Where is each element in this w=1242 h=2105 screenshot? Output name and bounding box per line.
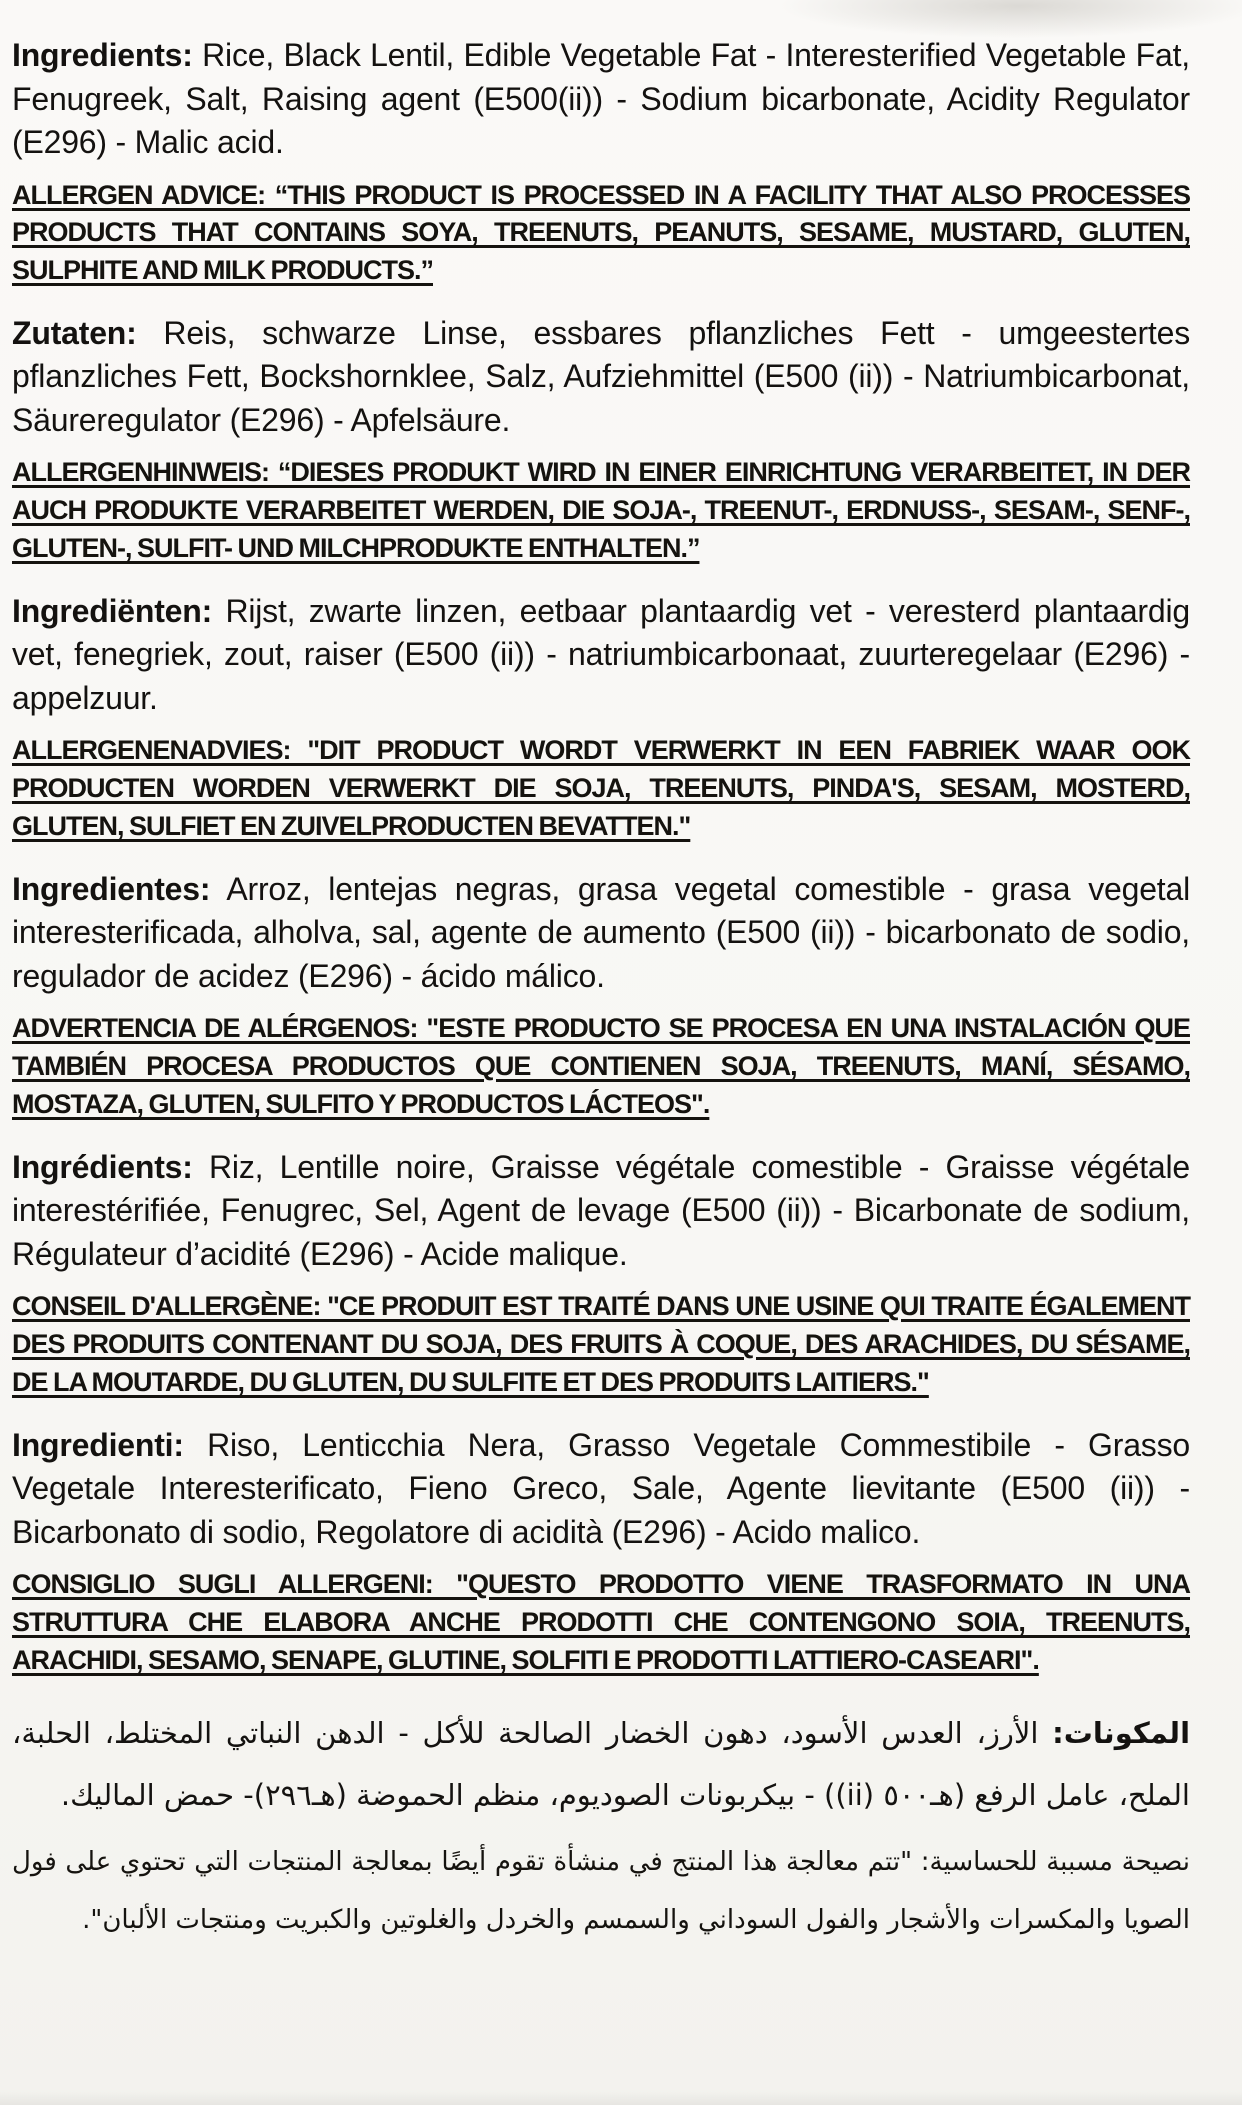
ingredients-paragraph [12,868,1190,999]
ingredients-text: Riso, Lenticchia Nera, Grasso Vegetale Commestibile - Grasso Vegetale Interesterificato, Fieno Greco, Sale, Agente lievitante (E500 (ii)) - Bicarbonato di sodio, Regolatore di acidità (E296) - Acido malico. [12,1426,1190,1550]
ingredients-paragraph [12,590,1190,721]
ingredients-heading: Ingredienti: [12,1426,184,1463]
ingredients-paragraph [12,1424,1190,1555]
section-arabic [12,1702,1190,1949]
ingredients-paragraph [12,34,1190,165]
ingredients-text: Arroz, lentejas negras, grasa vegetal comestible - grasa vegetal interesterificada, alholva, sal, agente de aumento (E500 (ii)) - bicarbonato de sodio, regulador de acidez (E296) - ácido málico. [12,870,1190,994]
allergen-advice: CONSEIL D'ALLERGÈNE: "CE PRODUIT EST TRAITÉ DANS UNE USINE QUI TRAITE ÉGALEMENT DES PRODUITS CONTENANT DU SOJA, DES FRUITS À COQUE, DES ARACHIDES, DU SÉSAME, DE LA MOUTARDE, DU GLUTEN, DU SULFITE ET DES PRODUITS LAITIERS." [12,1291,1190,1397]
ingredients-heading: Ingrediënten: [12,592,213,629]
ingredients-text: Rijst, zwarte linzen, eetbaar plantaardig vet - veresterd plantaardig vet, fenegriek, zout, raiser (E500 (ii)) - natriumbicarbonaat, zuurteregelaar (E296) - appelzuur. [12,592,1190,716]
ingredients-heading: Zutaten: [12,314,137,351]
allergen-advice: ALLERGEN ADVICE: “THIS PRODUCT IS PROCESSED IN A FACILITY THAT ALSO PROCESSES PRODUCTS THAT CONTAINS SOYA, TREENUTS, PEANUTS, SESAME, MUSTARD, GLUTEN, SULPHITE AND MILK PRODUCTS.” [12,179,1190,286]
ingredients-paragraph [12,1146,1190,1277]
ingredients-text: Riz, Lentille noire, Graisse végétale comestible - Graisse végétale interestérifiée, Fenugrec, Sel, Agent de levage (E500 (ii)) - Bicarbonate de sodium, Régulateur d’acidité (E296) - Acide malique. [12,1148,1190,1272]
ingredients-heading: Ingredients: [12,37,193,73]
ingredients-paragraph [12,1702,1190,1827]
ingredients-text: Rice, Black Lentil, Edible Vegetable Fat - Interesterified Vegetable Fat, Fenugreek, Salt, Raising agent (E500(ii)) - Sodium bicarbonate, Acidity Regulator (E296) - Malic acid. [12,37,1190,161]
allergen-advice: ALLERGENHINWEIS: “DIESES PRODUKT WIRD IN EINER EINRICHTUNG VERARBEITET, IN DER AUCH PRODUKTE VERARBEITET WERDEN, DIE SOJA-, TREENUT-, ERDNUSS-, SESAM-, SENF-, GLUTEN-, SULFIT- UND MILCHPRODUKTE ENTHALTEN.” [12,457,1190,564]
section-english [12,34,1190,290]
ingredients-heading: المكونات: [1052,1715,1191,1750]
section-italian [12,1424,1190,1680]
ingredients-paragraph [12,312,1190,443]
section-spanish [12,868,1190,1124]
section-dutch [12,590,1190,846]
allergen-advice: ALLERGENENADVIES: "DIT PRODUCT WORDT VERWERKT IN EEN FABRIEK WAAR OOK PRODUCTEN WORDEN VERWERKT DIE SOJA, TREENUTS, PINDA'S, SESAM, MOSTERD, GLUTEN, SULFIET EN ZUIVELPRODUCTEN BEVATTEN." [12,735,1190,842]
ingredients-text: Reis, schwarze Linse, essbares pflanzliches Fett - umgeestertes pflanzliches Fett, Bockshornklee, Salz, Aufziehmittel (E500 (ii)) - Natriumbicarbonat, Säureregulator (E296) - Apfelsäure. [12,314,1190,438]
ingredients-heading: Ingrédients: [12,1148,193,1185]
ingredients-heading: Ingredientes: [12,870,211,907]
allergen-advice: CONSIGLIO SUGLI ALLERGENI: "QUESTO PRODOTTO VIENE TRASFORMATO IN UNA STRUTTURA CHE ELABORA ANCHE PRODOTTI CHE CONTENGONO SOIA, TREENUTS, ARACHIDI, SESAMO, SENAPE, GLUTINE, SOLFITI E PRODOTTI LATTIERO-CASEARI". [12,1569,1190,1675]
allergen-advice: ADVERTENCIA DE ALÉRGENOS: "ESTE PRODUCTO SE PROCESA EN UNA INSTALACIÓN QUE TAMBIÉN PROCESA PRODUCTOS QUE CONTIENEN SOJA, TREENUTS, MANÍ, SÉSAMO, MOSTAZA, GLUTEN, SULFITO Y PRODUCTOS LÁCTEOS". [12,1013,1190,1119]
section-german [12,312,1190,568]
allergen-advice: نصيحة مسببة للحساسية: "تتم معالجة هذا المنتج في منشأة تقوم أيضًا بمعالجة المنتجات التي تحتوي على فول الصويا والمكسرات والأشجار والفول السوداني والسمسم والخردل والغلوتين والكبريت ومنتجات الألبان". [12,1847,1190,1935]
label-sections [12,34,1190,1949]
section-french [12,1146,1190,1402]
ingredients-text: الأرز، العدس الأسود، دهون الخضار الصالحة للأكل - الدهن النباتي المختلط، الحلبة، الملح، عامل الرفع (هـ٥٠٠ (ii)) - بيكربونات الصوديوم، منظم الحموضة (هـ٢٩٦)- حمض الماليك. [12,1715,1190,1812]
